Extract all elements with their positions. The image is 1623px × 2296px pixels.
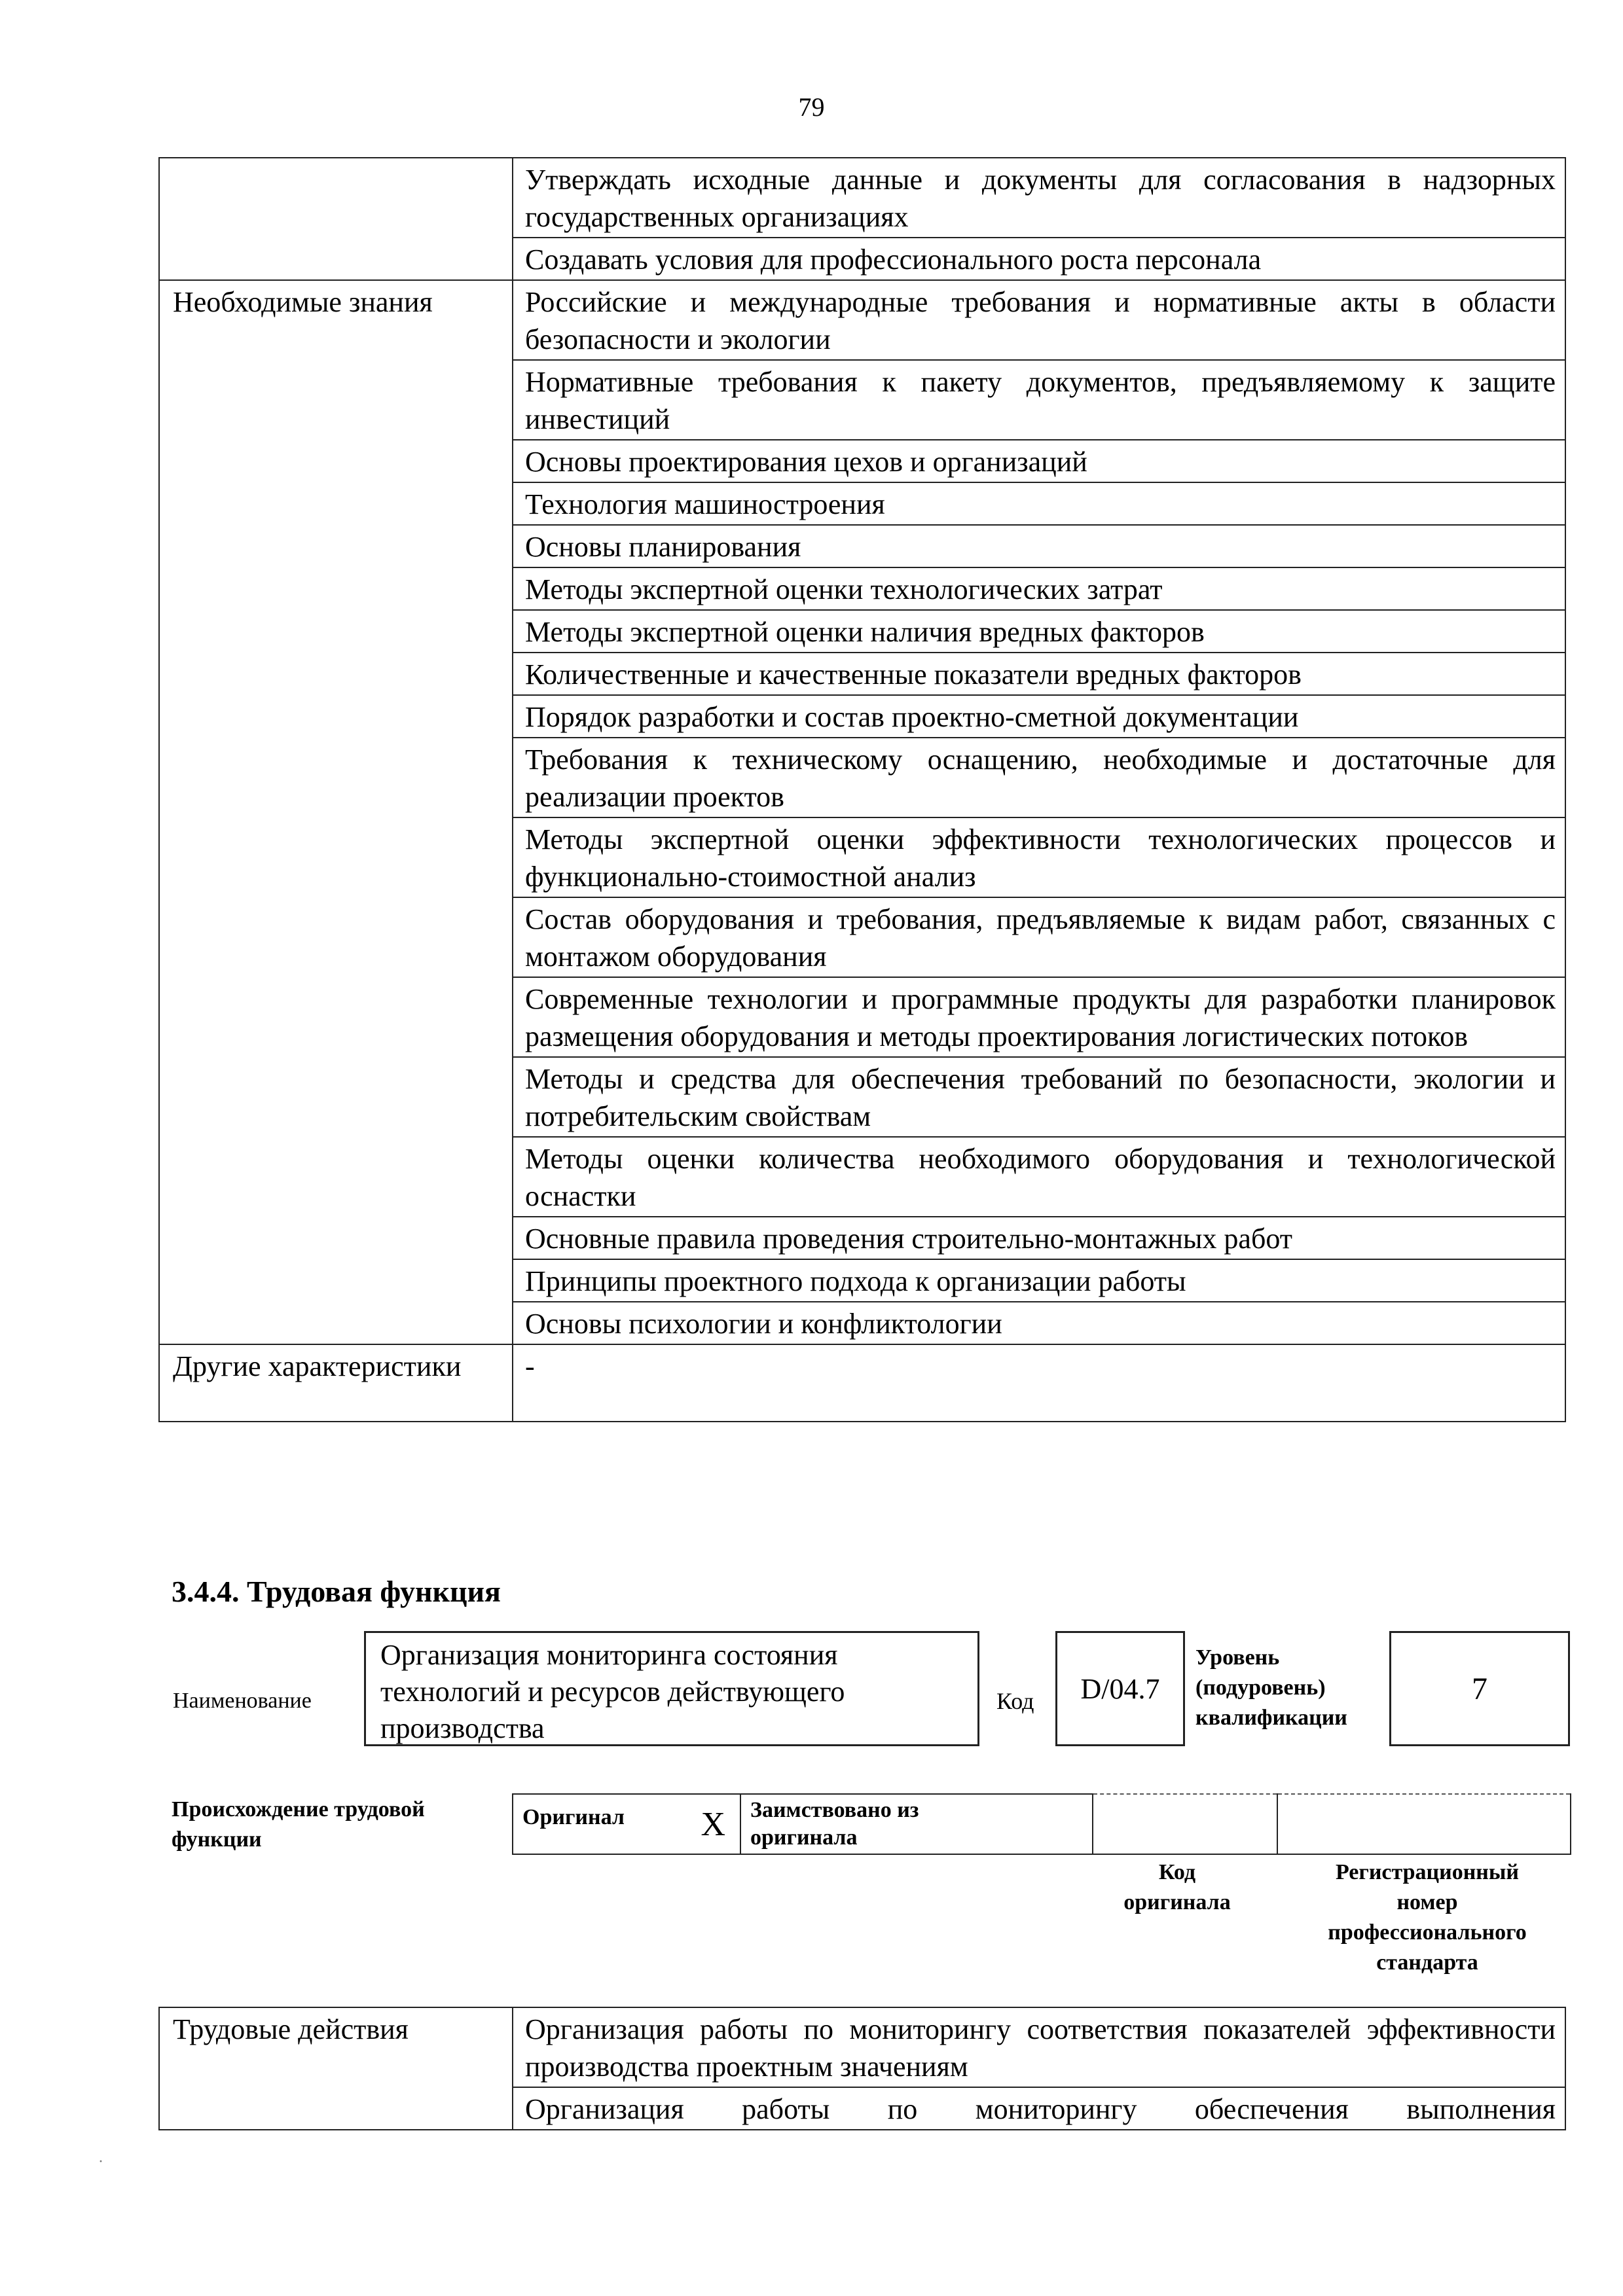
level-label: [1195, 1643, 1347, 1733]
level-text: 7: [1472, 1671, 1487, 1706]
knowledge-item: Современные технологии и программные продукты для разработки планировок размещения оборудования и методы проектирования логистических потоков: [513, 977, 1565, 1057]
skills-table: [158, 157, 1566, 1422]
knowledge-item: Методы экспертной оценки технологических затрат: [513, 567, 1565, 610]
caption-line: номер: [1396, 1890, 1458, 1914]
knowledge-item: Основы психологии и конфликтологии: [513, 1302, 1565, 1344]
knowledge-item: Нормативные требования к пакету документов, предъявляемому к защите инвестиций: [513, 360, 1565, 440]
level-value: [1389, 1631, 1570, 1746]
knowledge-item: Технология машиностроения: [513, 482, 1565, 525]
other-label: Другие характеристики: [159, 1344, 513, 1422]
borrowed-label-line: оригинала: [750, 1825, 858, 1850]
caption-line: стандарта: [1376, 1950, 1478, 1975]
borrowed-label-line: Заимствовано из: [750, 1798, 919, 1822]
origin-table: [512, 1793, 1571, 1855]
knowledge-item: Методы экспертной оценки наличия вредных факторов: [513, 610, 1565, 653]
registration-number-caption: [1283, 1857, 1571, 1978]
knowledge-item: Основы проектирования цехов и организаций: [513, 440, 1565, 482]
knowledge-item: Методы экспертной оценки эффективности технологических процессов и функционально-стоимостной анализ: [513, 817, 1565, 897]
caption-line: Код: [1158, 1860, 1196, 1884]
knowledge-item: Требования к техническому оснащению, необходимые и достаточные для реализации проектов: [513, 738, 1565, 817]
origin-label-line: функции: [172, 1827, 262, 1852]
code-text: D/04.7: [1080, 1672, 1160, 1705]
knowledge-item: Состав оборудования и требования, предъявляемые к видам работ, связанных с монтажом оборудования: [513, 897, 1565, 977]
origin-label-line: Происхождение трудовой: [172, 1797, 425, 1821]
original-code-caption: [1092, 1857, 1262, 1918]
name-label: Наименование: [173, 1689, 312, 1713]
knowledge-item: Порядок разработки и состав проектно-сметной документации: [513, 695, 1565, 738]
registration-number-cell: [1277, 1794, 1571, 1854]
knowledge-item: Методы и средства для обеспечения требований по безопасности, экологии и потребительским свойствам: [513, 1057, 1565, 1137]
original-cell: [513, 1794, 740, 1854]
caption-line: Регистрационный: [1335, 1860, 1520, 1884]
code-value: [1055, 1631, 1185, 1746]
empty-label-cell: [159, 158, 513, 280]
actions-table: [158, 2007, 1566, 2130]
level-label-line: квалификации: [1195, 1706, 1347, 1730]
knowledge-item: Российские и международные требования и нормативные акты в области безопасности и экологии: [513, 280, 1565, 360]
borrowed-cell: [740, 1794, 1093, 1854]
knowledge-item: Количественные и качественные показатели вредных факторов: [513, 653, 1565, 695]
table-row: [159, 1344, 1565, 1422]
caption-line: профессионального: [1328, 1920, 1527, 1945]
actions-label: Трудовые действия: [159, 2007, 513, 2130]
action-item: Организация работы по мониторингу обеспечения выполнения: [513, 2087, 1565, 2130]
knowledge-item: Принципы проектного подхода к организации работы: [513, 1259, 1565, 1302]
original-code-cell: [1093, 1794, 1277, 1854]
knowledge-item: Основы планирования: [513, 525, 1565, 567]
knowledge-item: Методы оценки количества необходимого оборудования и технологической оснастки: [513, 1137, 1565, 1217]
original-label: Оригинал: [522, 1804, 625, 1829]
caption-line: оригинала: [1123, 1890, 1231, 1914]
scan-speck: ·: [98, 2153, 103, 2170]
origin-label: [172, 1795, 425, 1855]
name-value: Организация мониторинга состояния технологий и ресурсов действующего производства: [364, 1631, 979, 1746]
table-row: [159, 2007, 1565, 2087]
page-number: 79: [798, 92, 825, 122]
table-row: [159, 280, 1565, 360]
skill-item: Создавать условия для профессионального роста персонала: [513, 238, 1565, 280]
action-item: Организация работы по мониторингу соответствия показателей эффективности производства проектным значениям: [513, 2007, 1565, 2087]
table-row: [513, 1794, 1571, 1854]
knowledge-item: Основные правила проведения строительно-монтажных работ: [513, 1217, 1565, 1259]
original-mark: X: [701, 1805, 725, 1843]
other-value: -: [513, 1344, 1565, 1422]
skill-item: Утверждать исходные данные и документы для согласования в надзорных государственных организациях: [513, 158, 1565, 238]
section-heading: 3.4.4. Трудовая функция: [172, 1575, 501, 1608]
knowledge-label: Необходимые знания: [159, 280, 513, 1344]
level-label-line: Уровень: [1195, 1645, 1280, 1670]
table-row: [159, 158, 1565, 238]
code-label: Код: [996, 1688, 1034, 1714]
level-label-line: (подуровень): [1195, 1676, 1326, 1700]
